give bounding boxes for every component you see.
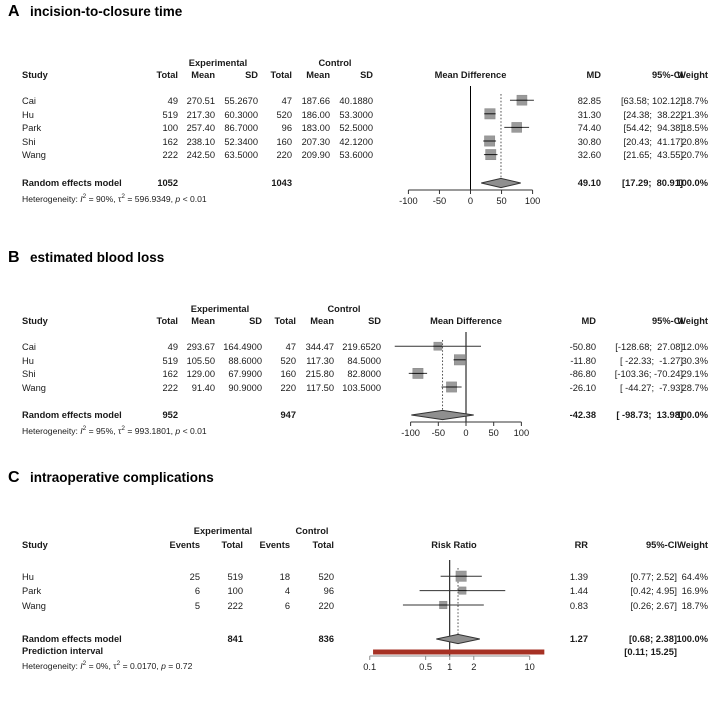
panel-a-title: incision-to-closure time <box>30 4 183 19</box>
table-row-c-sd: 82.8000 <box>347 369 381 380</box>
heterogeneity-prefix: Heterogeneity: <box>22 193 81 204</box>
table-row-study: Hu <box>22 355 34 366</box>
heterogeneity-i2-symbol: I <box>80 660 83 671</box>
table-row-c-mean: 186.00 <box>301 109 330 120</box>
table-row-study: Hu <box>22 572 34 582</box>
column-header-e-sd: SD <box>249 316 262 326</box>
group-header-experimental: Experimental <box>190 304 250 314</box>
prediction-interval-ci: [0.11; 15.25] <box>624 647 677 657</box>
heterogeneity-p-symbol: p <box>175 425 181 436</box>
column-header-e-total: Total <box>156 316 178 326</box>
x-axis-label-2: 0 <box>463 428 469 438</box>
summary-label: Random effects model <box>22 178 122 188</box>
group-header-experimental: Experimental <box>193 526 253 536</box>
column-header-e-events: Events <box>169 540 200 550</box>
panel-b <box>0 246 709 456</box>
table-row-e-events: 25 <box>189 572 200 582</box>
table-row-effect: -26.10 <box>569 382 596 393</box>
column-header-weight: Weight <box>677 70 708 80</box>
table-row-ci: [54.42; 94.38] <box>623 123 683 134</box>
table-row-c-mean: 187.66 <box>301 96 330 106</box>
panel-a-letter: A <box>8 3 20 20</box>
column-header-c-total: Total <box>270 70 292 80</box>
x-axis-label-4: 100 <box>524 196 541 206</box>
table-row-c-mean: 209.90 <box>301 150 330 161</box>
table-row-e-total: 222 <box>162 382 178 393</box>
table-row-c-sd: 219.6520 <box>342 342 381 352</box>
table-row-e-total: 519 <box>162 355 178 366</box>
x-axis-label-3: 50 <box>496 196 507 206</box>
forest-row-cai <box>510 95 534 105</box>
table-row-e-total: 100 <box>162 123 178 134</box>
table-row-c-events: 6 <box>284 600 290 611</box>
table-row-c-sd: 53.6000 <box>339 150 373 161</box>
column-header-c-total: Total <box>312 540 334 550</box>
table-row-e-mean: 129.00 <box>186 369 215 380</box>
heterogeneity-tau-symbol: τ <box>118 193 122 204</box>
tau-superscript: 2 <box>121 193 125 200</box>
panel-c <box>0 466 709 704</box>
table-row-c-total: 96 <box>281 123 292 134</box>
table-row-c-sd: 53.3000 <box>339 109 373 120</box>
table-row-study: Shi <box>22 369 36 380</box>
column-header-c-mean: Mean <box>306 70 330 80</box>
x-axis-label-2: 1 <box>447 662 453 672</box>
table-row-c-sd: 84.5000 <box>347 355 381 366</box>
table-row-c-total: 520 <box>318 572 334 582</box>
column-header-effect: MD <box>586 70 601 80</box>
table-row-c-sd: 103.5000 <box>342 382 381 393</box>
x-axis-label-1: -50 <box>431 428 446 438</box>
table-row-effect: 0.83 <box>569 600 588 611</box>
summary-weight: 100.0% <box>676 634 708 644</box>
table-row-weight: 16.9% <box>681 586 708 597</box>
forest-row-hu <box>484 109 495 119</box>
i2-superscript: 2 <box>82 193 87 200</box>
table-row-c-total: 160 <box>280 369 296 380</box>
x-axis-label-4: 100 <box>513 428 530 438</box>
table-row-e-sd: 52.3400 <box>224 136 258 147</box>
table-row-ci: [0.77; 2.52] <box>630 572 677 582</box>
table-row-e-total: 49 <box>167 342 178 352</box>
column-header-c-sd: SD <box>368 316 381 326</box>
table-row-study: Wang <box>22 150 46 161</box>
table-row-weight: 30.3% <box>681 355 708 366</box>
table-row-e-total: 519 <box>162 109 178 120</box>
heterogeneity-tau-symbol: τ <box>118 425 122 436</box>
table-row-e-mean: 91.40 <box>191 382 215 393</box>
table-row-ci: [-103.36; -70.24] <box>614 369 683 380</box>
table-row-ci: [ -22.33; -1.27] <box>619 355 683 366</box>
table-row-e-events: 6 <box>194 586 200 597</box>
table-row-e-sd: 164.4900 <box>223 342 262 352</box>
table-row-c-sd: 52.5000 <box>339 123 373 134</box>
table-row-e-mean: 293.67 <box>186 342 215 352</box>
heterogeneity-i2-value: = 90%, <box>86 193 119 204</box>
table-row-ci: [21.65; 43.55] <box>623 150 683 161</box>
table-row-weight: 12.0% <box>681 342 708 352</box>
heterogeneity-prefix: Heterogeneity: <box>22 425 81 436</box>
column-header-effect: RR <box>574 540 588 550</box>
forest-row-wang <box>441 382 461 392</box>
heterogeneity-prefix: Heterogeneity: <box>22 660 81 671</box>
table-row-e-sd: 67.9900 <box>228 369 262 380</box>
panel-c-letter: C <box>8 469 20 486</box>
column-header-weight: Weight <box>677 316 708 326</box>
x-axis-label-3: 2 <box>471 662 477 672</box>
forest-row-hu <box>441 571 482 581</box>
table-row-e-total: 162 <box>162 369 178 380</box>
pooled-effect-diamond <box>481 178 520 187</box>
forest-row-wang <box>403 601 484 609</box>
table-row-e-total: 222 <box>227 600 243 611</box>
table-row-effect: -86.80 <box>569 369 596 380</box>
column-header-c-sd: SD <box>360 70 373 80</box>
table-row-c-mean: 117.30 <box>306 355 334 366</box>
forest-row-shi <box>483 136 496 146</box>
summary-control-total: 1043 <box>271 178 292 188</box>
table-row-effect: -50.80 <box>569 342 596 352</box>
table-row-c-total: 520 <box>280 355 296 366</box>
column-header-e-total: Total <box>156 70 178 80</box>
table-row-weight: 29.1% <box>681 369 708 380</box>
table-row-e-sd: 88.6000 <box>228 355 262 366</box>
table-row-weight: 21.3% <box>681 109 708 120</box>
panel-a <box>0 0 709 235</box>
forest-plot-b <box>394 332 538 442</box>
table-row-c-total: 520 <box>276 109 292 120</box>
summary-ci: [17.29; 80.91] <box>622 178 683 188</box>
i2-superscript: 2 <box>82 425 87 432</box>
heterogeneity-p-value: = 0.72 <box>165 660 193 671</box>
panel-b-letter: B <box>8 249 20 266</box>
panel-b-title: estimated blood loss <box>30 250 165 265</box>
summary-effect: 1.27 <box>569 634 588 644</box>
heterogeneity-i2-symbol: I <box>80 193 83 204</box>
table-row-weight: 20.7% <box>681 150 708 161</box>
heterogeneity-p-symbol: p <box>161 660 166 671</box>
column-header-c-total: Total <box>274 316 296 326</box>
prediction-interval-label: Prediction interval <box>22 646 104 656</box>
group-header-control: Control <box>327 304 361 314</box>
table-row-e-mean: 242.50 <box>186 150 215 161</box>
table-row-weight: 18.7% <box>681 96 708 106</box>
heterogeneity-i2-value: = 0%, <box>86 660 114 671</box>
table-row-e-events: 5 <box>194 600 200 611</box>
table-row-study: Hu <box>22 109 34 120</box>
column-header-c-mean: Mean <box>310 316 334 326</box>
plot-title: Mean Difference <box>430 316 502 326</box>
table-row-weight: 64.4% <box>681 572 708 582</box>
table-row-ci: [0.42; 4.95] <box>630 586 677 597</box>
group-header-control: Control <box>318 58 352 68</box>
summary-ci: [ -98.73; 13.98] <box>616 410 683 420</box>
column-header-ci: 95%-CI <box>651 70 683 80</box>
summary-experimental-total: 1052 <box>157 178 178 188</box>
table-row-c-events: 4 <box>284 586 290 597</box>
table-row-effect: 74.40 <box>577 123 601 134</box>
table-row-ci: [-128.68; 27.08] <box>615 342 683 352</box>
heterogeneity-p-symbol: p <box>175 193 181 204</box>
table-row-weight: 18.7% <box>681 600 708 611</box>
summary-experimental-total: 841 <box>227 634 243 644</box>
forest-row-park <box>420 587 506 594</box>
forest-row-shi <box>409 368 427 378</box>
summary-control-total: 836 <box>318 634 334 644</box>
table-row-ci: [ -44.27; -7.93] <box>619 382 683 393</box>
table-row-e-mean: 105.50 <box>186 355 215 366</box>
table-row-c-total: 96 <box>323 586 334 597</box>
table-row-c-total: 47 <box>281 96 292 106</box>
table-row-study: Park <box>22 586 42 597</box>
table-row-e-total: 100 <box>227 586 243 597</box>
table-row-e-sd: 60.3000 <box>224 109 258 120</box>
heterogeneity-text <box>22 660 192 671</box>
table-row-study: Cai <box>22 342 36 352</box>
table-row-c-events: 18 <box>279 572 290 582</box>
table-row-c-mean: 117.50 <box>306 382 334 393</box>
table-row-e-sd: 90.9000 <box>228 382 262 393</box>
table-row-c-mean: 215.80 <box>305 369 334 380</box>
table-row-study: Cai <box>22 96 36 106</box>
heterogeneity-text <box>22 425 207 436</box>
forest-row-park <box>504 122 529 132</box>
summary-experimental-total: 952 <box>162 410 178 420</box>
summary-label: Random effects model <box>22 634 122 644</box>
table-row-weight: 28.7% <box>681 382 708 393</box>
x-axis-label-3: 50 <box>488 428 499 438</box>
table-row-study: Park <box>22 123 42 134</box>
x-axis-label-0: -100 <box>399 196 418 206</box>
table-row-c-mean: 183.00 <box>301 123 330 134</box>
heterogeneity-p-value: < 0.01 <box>180 193 207 204</box>
heterogeneity-tau-value: = 0.0170, <box>120 660 162 671</box>
tau-superscript: 2 <box>121 425 125 432</box>
table-row-study: Wang <box>22 382 46 393</box>
pooled-effect-diamond <box>411 410 473 419</box>
heterogeneity-text <box>22 193 207 204</box>
table-row-effect: 32.60 <box>577 150 601 161</box>
table-row-effect: 1.39 <box>569 572 588 582</box>
table-row-c-mean: 344.47 <box>305 342 334 352</box>
column-header-study: Study <box>22 316 48 326</box>
table-row-effect: 30.80 <box>577 136 601 147</box>
column-header-ci: 95%-CI <box>645 540 677 550</box>
table-row-e-sd: 86.7000 <box>224 123 258 134</box>
forest-plot-c <box>362 560 546 676</box>
table-row-e-total: 519 <box>227 572 243 582</box>
table-row-ci: [63.58; 102.12] <box>620 96 683 106</box>
pooled-effect-diamond <box>436 634 480 643</box>
table-row-c-mean: 207.30 <box>301 136 330 147</box>
table-row-e-mean: 257.40 <box>186 123 215 134</box>
x-axis-label-2: 0 <box>467 196 474 206</box>
table-row-e-total: 49 <box>167 96 178 106</box>
table-row-weight: 18.5% <box>681 123 708 134</box>
panel-c-title: intraoperative complications <box>30 470 214 485</box>
table-row-study: Shi <box>22 136 36 147</box>
tau-superscript: 2 <box>116 660 121 667</box>
table-row-e-mean: 238.10 <box>186 136 215 147</box>
column-header-e-mean: Mean <box>191 316 215 326</box>
heterogeneity-tau-value: = 596.9349, <box>124 193 176 204</box>
table-row-c-total: 220 <box>318 600 334 611</box>
heterogeneity-tau-value: = 993.1801, <box>124 425 176 436</box>
table-row-e-total: 222 <box>162 150 178 161</box>
x-axis-label-1: -50 <box>432 196 447 206</box>
table-row-ci: [24.38; 38.22] <box>623 109 683 120</box>
table-row-e-total: 162 <box>162 136 178 147</box>
column-header-effect: MD <box>581 316 596 326</box>
table-row-study: Wang <box>22 600 46 611</box>
heterogeneity-i2-value: = 95%, <box>86 425 119 436</box>
forest-row-wang <box>484 149 498 159</box>
heterogeneity-p-value: < 0.01 <box>180 425 207 436</box>
table-row-e-sd: 55.2670 <box>224 96 258 106</box>
column-header-e-mean: Mean <box>191 70 215 80</box>
summary-effect: 49.10 <box>577 178 601 188</box>
table-row-c-total: 220 <box>280 382 296 393</box>
column-header-weight: Weight <box>677 540 708 550</box>
column-header-ci: 95%-CI <box>651 316 683 326</box>
heterogeneity-tau-symbol: τ <box>113 660 117 671</box>
summary-weight: 100.0% <box>676 178 708 188</box>
x-axis-label-4: 10 <box>524 662 535 672</box>
column-header-e-sd: SD <box>245 70 258 80</box>
table-row-c-total: 47 <box>285 342 296 352</box>
group-header-control: Control <box>295 526 329 536</box>
summary-control-total: 947 <box>280 410 296 420</box>
table-row-effect: -11.80 <box>570 355 596 366</box>
table-row-e-sd: 63.5000 <box>224 150 258 161</box>
i2-superscript: 2 <box>82 660 87 667</box>
summary-ci: [0.68; 2.38] <box>628 634 677 644</box>
column-header-study: Study <box>22 540 48 550</box>
table-row-c-total: 160 <box>276 136 292 147</box>
table-row-weight: 20.8% <box>681 136 708 147</box>
table-row-effect: 1.44 <box>569 586 588 597</box>
forest-row-cai <box>395 342 481 350</box>
table-row-effect: 31.30 <box>577 109 601 120</box>
x-axis-label-0: 0.1 <box>363 662 377 672</box>
table-row-e-mean: 217.30 <box>186 109 215 120</box>
column-header-c-events: Events <box>259 540 290 550</box>
summary-effect: -42.38 <box>569 410 596 420</box>
table-row-effect: 82.85 <box>577 96 601 106</box>
heterogeneity-i2-symbol: I <box>80 425 83 436</box>
plot-title: Mean Difference <box>434 70 507 80</box>
table-row-c-sd: 42.1200 <box>339 136 373 147</box>
x-axis-label-0: -100 <box>401 428 420 438</box>
column-header-study: Study <box>22 70 48 80</box>
plot-title: Risk Ratio <box>431 540 477 550</box>
column-header-e-total: Total <box>221 540 243 550</box>
summary-label: Random effects model <box>22 410 122 420</box>
summary-weight: 100.0% <box>676 410 708 420</box>
forest-row-hu <box>454 355 466 365</box>
group-header-experimental: Experimental <box>188 58 248 68</box>
x-axis-label-1: 0.5 <box>419 662 433 672</box>
table-row-c-total: 220 <box>276 150 292 161</box>
table-row-e-mean: 270.51 <box>186 96 215 106</box>
table-row-c-sd: 40.1880 <box>339 96 373 106</box>
table-row-ci: [0.26; 2.67] <box>630 600 677 611</box>
forest-plot-a <box>396 86 545 210</box>
table-row-ci: [20.43; 41.17] <box>623 136 683 147</box>
